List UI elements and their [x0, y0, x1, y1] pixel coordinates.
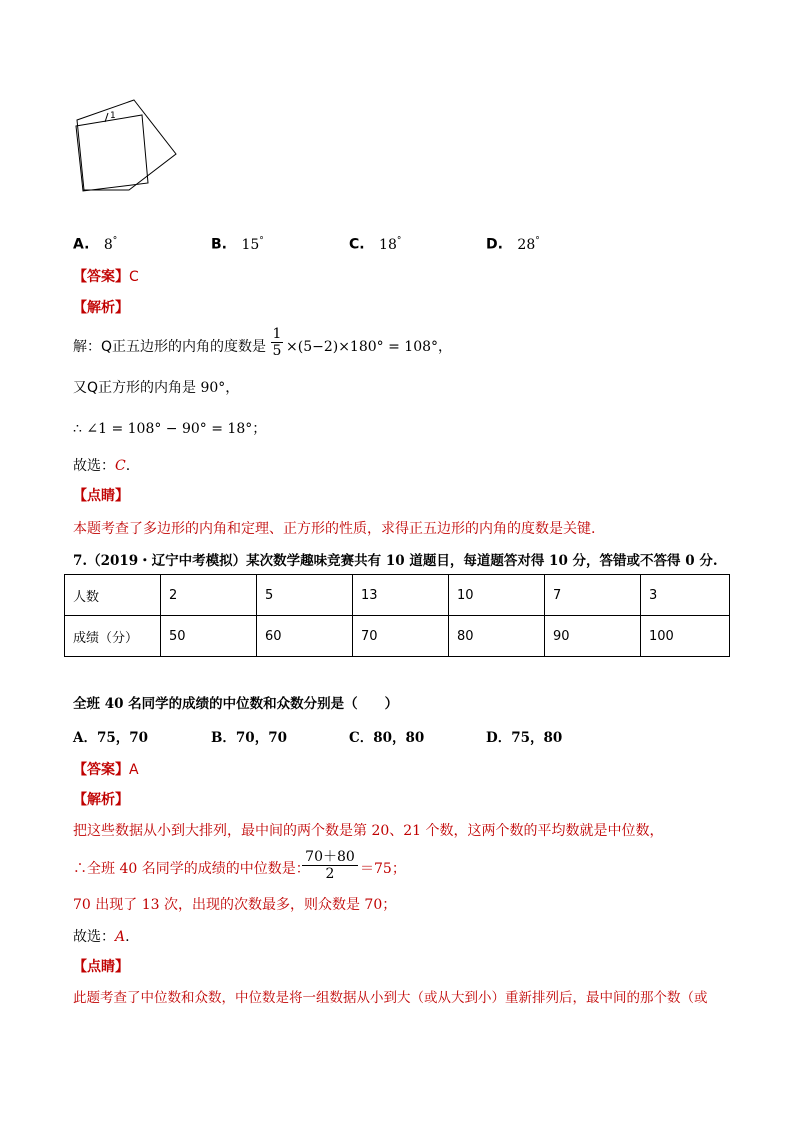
table-cell: 7	[545, 575, 641, 616]
answer-label: 【答案】	[73, 762, 129, 778]
q6-solution-line3: ∴ ∠1 = 108° − 90° = 18°；	[73, 421, 267, 437]
q7-analysis-label: 【解析】	[73, 792, 129, 808]
option-value: 28	[517, 236, 536, 253]
because-symbol: Q	[101, 339, 113, 355]
table-cell: 70	[353, 616, 449, 657]
fraction-denominator: 5	[272, 343, 282, 359]
chosen-option: C	[115, 458, 126, 474]
option-value: 15	[241, 236, 260, 253]
option-letter: B.	[211, 236, 227, 253]
q6-solution-line1-rest: ×(5−2)×180° = 108°，	[286, 339, 453, 355]
answer-value: A	[129, 762, 139, 778]
solution-prefix: 解：	[73, 339, 101, 355]
table-cell: 2	[161, 575, 257, 616]
q6-option-c	[349, 232, 401, 254]
angle-label: 1	[110, 111, 116, 121]
fraction-denominator: 2	[302, 865, 358, 882]
degree-mark: °	[112, 236, 118, 246]
table-cell: 90	[545, 616, 641, 657]
q6-fraction	[271, 326, 283, 359]
option-value: 8	[103, 236, 113, 253]
pentagon-shape	[77, 100, 176, 190]
degree-mark: °	[259, 236, 264, 246]
q6-analysis-label: 【解析】	[73, 300, 129, 316]
fraction-numerator: 70＋80	[305, 849, 355, 865]
q7-fraction	[302, 849, 358, 882]
table-cell: 13	[353, 575, 449, 616]
q7-option-a: A．75，70	[73, 730, 149, 746]
q6-option-d	[486, 232, 540, 254]
table-cell: 100	[641, 616, 730, 657]
choose-suffix: .	[125, 458, 131, 474]
table-cell: 60	[257, 616, 353, 657]
square-shape	[76, 115, 148, 191]
q6-comment-text: 本题考查了多边形的内角和定理、正方形的性质，求得正五边形的内角的度数是关键.	[73, 521, 596, 537]
q7-score-table	[64, 574, 730, 657]
q6-option-b	[211, 232, 264, 254]
q7-question: 全班 40 名同学的成绩的中位数和众数分别是（ ）	[73, 696, 399, 712]
choose-prefix: 故选：	[73, 458, 115, 474]
answer-label: 【答案】	[73, 269, 129, 285]
option-letter: A.	[73, 236, 90, 253]
because-symbol: Q	[87, 380, 99, 396]
fraction-numerator: 1	[272, 326, 282, 342]
q7-comment-text: 此题考查了中位数和众数，中位数是将一组数据从小到大（或从大到小）重新排列后，最中间的那个数（或	[73, 990, 708, 1006]
table-cell: 人数	[65, 575, 161, 616]
q7-solution-line3: 70 出现了 13 次，出现的次数最多，则众数是 70；	[73, 897, 397, 913]
choose-prefix: 故选：	[73, 929, 115, 945]
q7-solution-line2: ∴全班 40 名同学的成绩的中位数是：	[73, 861, 310, 877]
q7-solution-line4	[73, 928, 130, 946]
table-cell: 80	[449, 616, 545, 657]
degree-mark: °	[535, 236, 540, 246]
option-letter: C.	[349, 236, 365, 253]
option-letter: D.	[486, 236, 503, 253]
q7-solution-line1: 把这些数据从小到大排列，最中间的两个数是第 20、21 个数，这两个数的平均数就是中位数，	[73, 823, 664, 839]
pentagon-square-figure	[72, 98, 182, 198]
solution-text: 正方形的内角是 90°，	[98, 380, 240, 396]
q7-solution-line2-suffix: ＝75；	[360, 861, 406, 877]
q6-solution-line2	[73, 379, 239, 397]
q6-answer	[73, 268, 139, 286]
chosen-option: A	[115, 929, 126, 945]
table-row	[65, 575, 730, 616]
q6-solution-line4	[73, 457, 130, 475]
solution-prefix: 又	[73, 380, 87, 396]
q6-comment-label: 【点睛】	[73, 488, 129, 504]
table-cell: 成绩（分）	[65, 616, 161, 657]
q7-option-b: B．70，70	[211, 730, 287, 746]
q6-solution-line1	[73, 338, 266, 356]
table-row	[65, 616, 730, 657]
q7-comment-label: 【点睛】	[73, 959, 129, 975]
choose-suffix: .	[125, 929, 130, 945]
table-cell: 3	[641, 575, 730, 616]
option-value: 18	[379, 236, 397, 253]
q6-option-a	[73, 232, 117, 254]
table-cell: 5	[257, 575, 353, 616]
table-cell: 10	[449, 575, 545, 616]
q7-option-c: C．80，80	[349, 730, 425, 746]
q7-option-d: D．75，80	[486, 730, 563, 746]
table-cell: 50	[161, 616, 257, 657]
solution-text: 正五边形的内角的度数是	[112, 339, 267, 355]
answer-value: C	[129, 269, 139, 285]
degree-mark: °	[396, 236, 402, 246]
q7-answer	[73, 761, 139, 779]
q7-title: 7.（2019・辽宁中考模拟）某次数学趣味竞赛共有 10 道题目，每道题答对得 10 分，答错或不答得 0 分.	[73, 553, 718, 569]
